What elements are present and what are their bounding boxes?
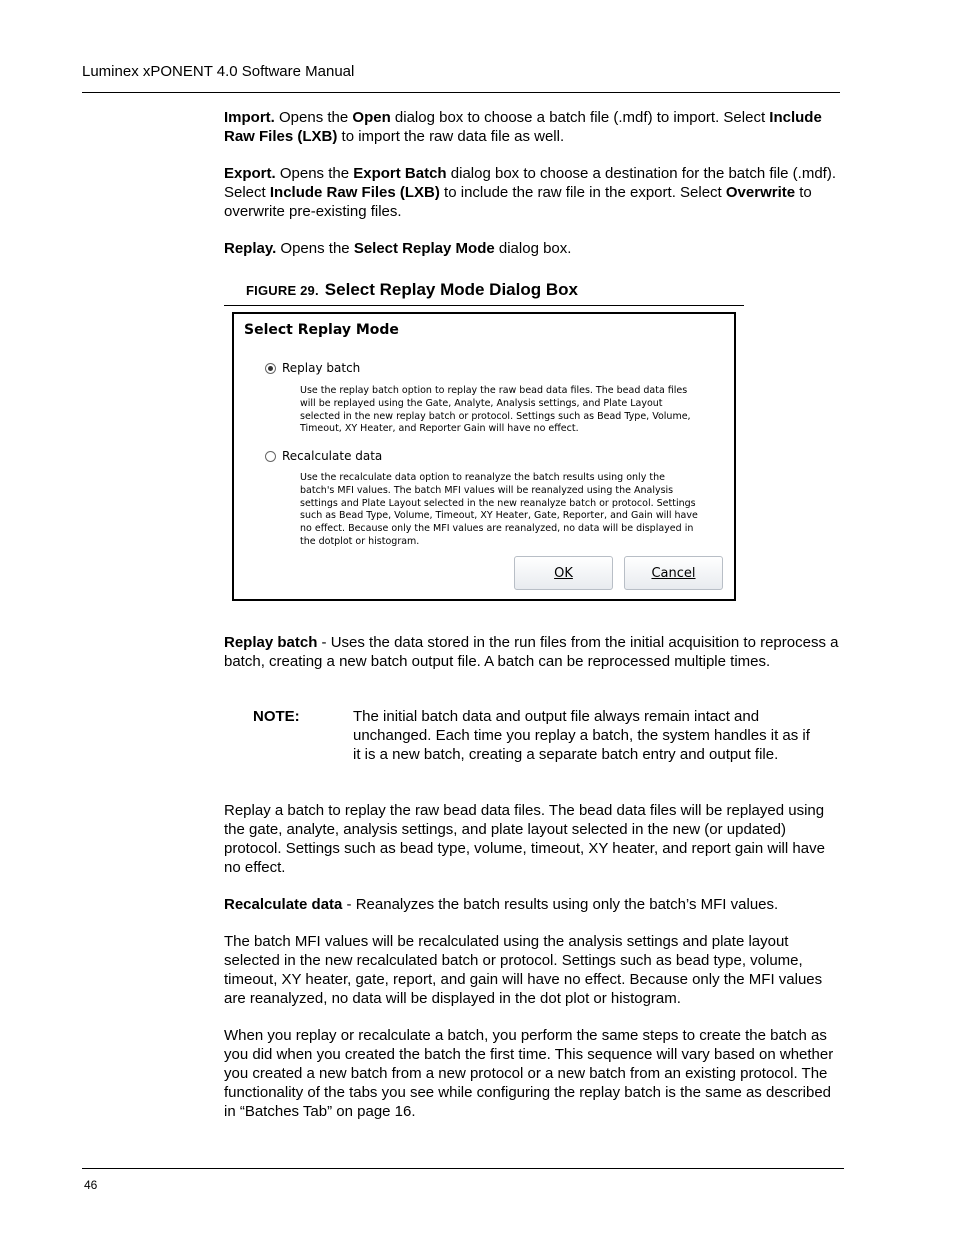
dialog-title: Select Replay Mode <box>244 322 399 338</box>
note-text: The initial batch data and output file always remain intact and unchanged. Each time you replay a batch, the system handles it as if it is a new batch, creating a separate batch entry and output file. <box>353 708 810 763</box>
replay-batch-label: Replay batch <box>282 361 361 375</box>
recalculate-data-label: Recalculate data <box>282 449 383 463</box>
figure-title: Select Replay Mode Dialog Box <box>324 280 578 299</box>
replay-explanation-paragraph: Replay a batch to replay the raw bead data files. The bead data files will be replayed using the gate, analyte, analysis settings, and plate layout selected in the new (or updated) protocol. Settings such as bead type, volume, timeout, XY heater, and report gain will have no effect. <box>224 802 825 876</box>
replay-batch-paragraph: Replay batch - Uses the data stored in the run files from the initial acquisition to reprocess a batch, creating a new batch output file. A batch can be reprocessed multiple times. <box>224 634 839 670</box>
term-import: Import. <box>224 109 275 126</box>
term-export: Export. <box>224 165 276 182</box>
replay-batch-option[interactable] <box>265 359 360 378</box>
ok-button[interactable]: OK <box>514 556 613 590</box>
figure-caption <box>246 280 578 300</box>
radio-unselected-icon[interactable] <box>265 451 276 462</box>
replay-paragraph: Replay. Opens the Select Replay Mode dialog box. <box>224 240 572 257</box>
note-label: NOTE: <box>253 708 300 725</box>
replay-batch-description: Use the replay batch option to replay the raw bead data files. The bead data files will be replayed using the Gate, Analyte, Analysis settings, and Plate Layout selected in the new replay batch or protocol. Settings such as Bead Type, Volume, Timeout, XY Heater, and Reporter Gain will have no effect. <box>300 385 691 435</box>
recalculate-data-option[interactable] <box>265 447 382 466</box>
running-header: Luminex xPONENT 4.0 Software Manual <box>82 63 355 80</box>
radio-selected-icon[interactable] <box>265 363 276 374</box>
select-replay-mode-dialog <box>232 312 736 601</box>
term-replay: Replay. <box>224 240 277 257</box>
mfi-paragraph: The batch MFI values will be recalculated using the analysis settings and plate layout selected in the new recalculated batch or protocol. Settings such as bead type, volume, timeout, XY heater, gate, report, and gain will have no effect. Because only the MFI values are reanalyzed, no data will be displayed in the dot plot or histogram. <box>224 933 823 1007</box>
figure-rule <box>224 305 744 306</box>
term-recalculate: Recalculate data <box>224 896 343 913</box>
final-paragraph: When you replay or recalculate a batch, you perform the same steps to create the batch as you did when you created the batch the first time. This sequence will vary based on whether you created a new batch from a new protocol or a new batch from an existing protocol. The functionality of the tabs you see while configuring the replay batch is the same as described in “Batches Tab” on page 16. <box>224 1027 834 1120</box>
footer-rule <box>82 1168 844 1169</box>
figure-label: FIGURE 29. <box>246 283 319 298</box>
recalculate-data-description: Use the recalculate data option to reanalyze the batch results using only the batch's MFI values. The batch MFI values will be reanalyzed using the Analysis settings and Plate Layout selected in the new reanalyze batch or protocol. Settings such as Bead Type, Volume, Timeout, XY Heater, Gate, Reporter, and Gain will have no effect. Because only the MFI values are reanalyzed, no data will be displayed in the dotplot or histogram. <box>300 472 698 547</box>
cancel-button[interactable]: Cancel <box>624 556 723 590</box>
term-replay-batch: Replay batch <box>224 634 318 651</box>
page-number: 46 <box>84 1178 98 1192</box>
import-paragraph: Import. Opens the Open dialog box to choose a batch file (.mdf) to import. Select Include Raw Files (LXB) to import the raw data file as well. <box>224 109 822 145</box>
recalculate-paragraph: Recalculate data - Reanalyzes the batch results using only the batch’s MFI values. <box>224 896 779 913</box>
export-paragraph: Export. Opens the Export Batch dialog box to choose a destination for the batch file (.mdf). Select Include Raw Files (LXB) to include the raw file in the export. Select Overwrite to overwrite pre-existing files. <box>224 165 837 220</box>
header-rule <box>82 92 840 93</box>
